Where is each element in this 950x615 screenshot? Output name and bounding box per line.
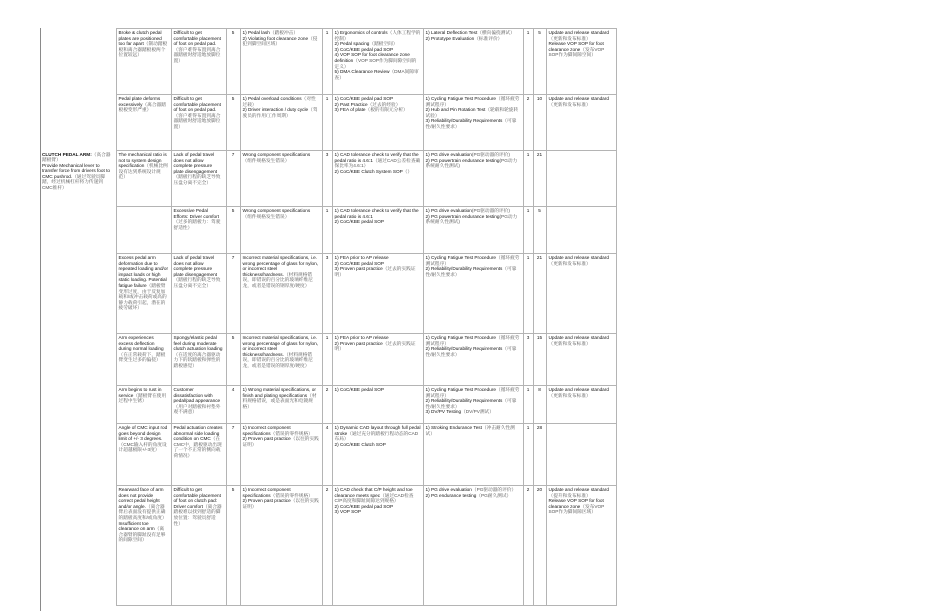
failure-cause-cell xyxy=(240,151,322,207)
cell-line: （材料规格错误，或是表面光和电镀规格） xyxy=(242,392,317,409)
cell-line: 3) DV/PV Testing xyxy=(425,409,462,415)
cell-line: Arm experiences excess deflection during normal loading xyxy=(118,335,164,352)
item-function-cell xyxy=(40,386,116,424)
rpn-cell: 21 xyxy=(533,151,546,207)
cell-line: （用户对踏板和衬垫外观不满意） xyxy=(173,403,221,415)
cell-line: （踏板行程的缺乏导致压盘分离不完全） xyxy=(173,174,221,185)
failure-mode-cell xyxy=(116,386,171,424)
failure-effect-cell xyxy=(171,386,226,424)
cell-line: Difficult to get comfortable placement of foot on pedal pad. xyxy=(173,30,221,47)
detection-control-cell xyxy=(423,254,523,334)
item-function-cell xyxy=(40,424,116,486)
cell-line: 2) CoC/KBE pedal SOP xyxy=(334,260,385,266)
cell-line: 1) CoC/KBE pedal SOP xyxy=(334,387,385,392)
cell-line: Incorrect material specifications, i.e. wrong percentage of glass for nylon, or incorrect steel thickness/hardness. xyxy=(242,335,319,357)
recommended-action-cell xyxy=(546,424,616,486)
cell-line: （驾驶员的作用/工作周期） xyxy=(242,107,318,118)
cell-line: （组件规格发生错误） xyxy=(242,157,290,163)
cell-line: （可靠性/耐久性要求） xyxy=(425,118,517,129)
cell-line: （过去的经验） xyxy=(367,101,401,107)
cell-line: 3) VOP SOP xyxy=(334,509,361,515)
failure-mode-cell xyxy=(116,486,171,606)
cell-line: Excessive Pedal Efforts: Driver comfort xyxy=(173,208,219,219)
recommended-action-cell xyxy=(546,29,616,95)
cell-line: 1) Ergonomics of controls xyxy=(334,30,388,35)
cell-line: (PG动力系统耐久性测试) xyxy=(425,157,518,169)
cell-line: Customer dissatisfaction with pedal/pad appearance xyxy=(173,387,221,404)
cell-line: 1) Cycling Fatigue Test Procedure xyxy=(425,255,497,260)
cell-line: （更新和发布标准） xyxy=(548,101,591,107)
cell-line: （更新和发布标准） xyxy=(548,260,591,266)
cell-line: 2) CoC/KBE pedal pad SOP xyxy=(334,503,394,509)
fmea-row xyxy=(40,386,616,424)
severity-cell: 5 xyxy=(226,207,240,254)
cell-line: （踏板臂变形过度，由于反复加载和/或冲击载荷或高的静力载荷引起，潜在的疲劳破坏） xyxy=(118,282,167,311)
rpn-cell: 8 xyxy=(533,386,546,424)
recommended-action-cell xyxy=(546,386,616,424)
cell-line: （可靠性/耐久性要求） xyxy=(425,346,517,357)
cell-line: （离合器踏板板变形严重） xyxy=(118,101,166,113)
occurrence-cell: 3 xyxy=(322,254,332,334)
severity-cell: 7 xyxy=(226,424,240,486)
failure-cause-cell xyxy=(240,486,322,606)
cell-line: 4) VOP SOP for foot clearance zone definition xyxy=(334,52,410,63)
cell-line: Wrong component specifications xyxy=(242,152,311,157)
cell-line: （循环疲劳测试程序） xyxy=(425,255,520,266)
item-function-cell xyxy=(40,334,116,386)
cell-line: 3) Reliability/Durability Requirements xyxy=(425,118,503,124)
cell-line: （在适度的离合器驱动力下的软踏板和弹性的踏板感觉） xyxy=(173,351,221,368)
cell-line: 2) Reliability/Durability Requirements xyxy=(425,346,503,352)
cell-line: （离合器踏板难以找到舒适的脚放位置：驾驶员舒适性） xyxy=(173,503,222,526)
detection-cell: 1 xyxy=(523,424,533,486)
detection-cell: 3 xyxy=(523,334,533,386)
cell-line: （踏板臂在使用过程中生锈） xyxy=(118,392,167,404)
fmea-row xyxy=(40,29,616,95)
cell-line: 1) Lateral Deflection Test xyxy=(425,30,478,35)
failure-mode-cell xyxy=(116,151,171,207)
cell-line: （错误的零件规格） xyxy=(270,492,313,498)
cell-line: （板的有限元分析） xyxy=(365,107,408,113)
prevention-control-cell xyxy=(332,207,423,254)
cell-line: 2) Violating foot clearance zone xyxy=(242,35,309,41)
failure-cause-cell xyxy=(240,386,322,424)
cell-line: Update and release standard xyxy=(548,255,609,260)
failure-mode-cell xyxy=(116,95,171,151)
cell-line: Pedal plate deforms excessively xyxy=(118,96,161,107)
failure-effect-cell xyxy=(171,29,226,95)
detection-control-cell xyxy=(423,151,523,207)
prevention-control-cell xyxy=(332,424,423,486)
cell-line: Difficult to get comfortable placement of foot on clutch pad: Driver comfort xyxy=(173,487,221,509)
item-function-cell xyxy=(40,95,116,151)
item-function-cell xyxy=(40,254,116,334)
cell-line: （DV/PV测试） xyxy=(461,409,494,415)
cell-line: 1) Pedal overload conditions xyxy=(242,96,302,101)
cell-line: 2) Driver interaction / duty cycle xyxy=(242,107,309,113)
fmea-row xyxy=(40,151,616,207)
severity-cell: 7 xyxy=(226,151,240,207)
cell-line: （可靠性/耐久性要求） xyxy=(425,266,517,277)
cell-line: （踏板行程的缺乏导致压盘分离不完全） xyxy=(173,277,221,288)
occurrence-cell: 2 xyxy=(322,486,332,606)
cell-line: （VOP SOP作为脚间隙空间的定义） xyxy=(334,57,417,69)
cell-line: Broke & clutch pedal plates are positioned too far apart xyxy=(118,30,162,47)
item-function-text-zh: （通过驾驶员脚踏，经过机械杠杆将力传递到CMC推杆） xyxy=(42,173,106,191)
recommended-action-cell xyxy=(546,334,616,386)
detection-cell: 1 xyxy=(523,151,533,207)
item-function-cell: CLUTCH PEDAL ARM:（高合器踏板臂） Provide Mechanical lever to transfer force from drivers foot to CMC pushrod.（通过驾驶员脚踏，经过机械杠杆将力传递到CMC推杆） xyxy=(40,151,116,207)
cell-line: 2) Prototype Evaluation xyxy=(425,35,475,41)
cell-line: （循环疲劳测试程序） xyxy=(425,387,520,398)
cell-line: 2) CoC/KBE pedal SOP xyxy=(334,219,385,225)
cell-line: 5) DMA Clearance Review xyxy=(334,69,390,75)
rpn-cell: 21 xyxy=(533,254,546,334)
cell-line: 2) CoC/KBE Clutch SOP xyxy=(334,441,386,447)
rpn-cell: 5 xyxy=(533,207,546,254)
cell-line: （通过CAD检查C/P高度和脚趾间隙达到规格） xyxy=(334,492,414,504)
fmea-row xyxy=(40,95,616,151)
cell-line: （更新和发布标准） xyxy=(548,392,591,398)
detection-cell: 2 xyxy=(523,95,533,151)
recommended-action-cell xyxy=(546,95,616,151)
cell-line: 2) PG endurance testing xyxy=(425,492,477,498)
cell-line: （PG耐久测试） xyxy=(476,492,512,498)
detection-cell: 1 xyxy=(523,207,533,254)
failure-effect-cell xyxy=(171,334,226,386)
failure-mode-cell xyxy=(116,254,171,334)
item-function-cell xyxy=(40,29,116,95)
cell-line: （通过CAD公差检查确保比率为4.6:1） xyxy=(334,157,421,169)
cell-line: 3) CoC/KBE pedal pad SOP xyxy=(334,46,394,52)
detection-control-cell xyxy=(423,95,523,151)
failure-effect-cell xyxy=(171,151,226,207)
cell-line: （以往的实践证明） xyxy=(242,498,319,509)
item-function-cell xyxy=(40,207,116,254)
rpn-cell: 28 xyxy=(533,424,546,486)
item-label: CLUTCH PEDAL ARM xyxy=(42,151,91,157)
cell-line: （循环疲劳测试程序） xyxy=(425,96,520,107)
cell-line: （发布VOP SOP作为脚间隙区域） xyxy=(548,503,605,515)
cell-line: Update and release standard xyxy=(548,96,609,101)
rpn-cell: 15 xyxy=(533,334,546,386)
cell-line: （在CMC中，踏板驱动出现了一个不正常的侧向载荷情况） xyxy=(173,436,222,458)
cell-line: 2) PG powertrain endurance testing xyxy=(425,213,500,219)
cell-line: 2) PG powertrain endurance testing xyxy=(425,157,500,163)
rpn-cell: 20 xyxy=(533,486,546,606)
cell-line: Excess pedal arm deformation due to repeated loading and/or impact loads or high static loading. Potential fatigue failure xyxy=(118,255,169,288)
detection-control-cell xyxy=(423,386,523,424)
failure-cause-cell xyxy=(240,254,322,334)
severity-cell: 5 xyxy=(226,334,240,386)
cell-line: （机械比例设有达到系统设计规范） xyxy=(118,163,168,180)
cell-line: 1) Wrong material specifications, or finish and plating specifications xyxy=(242,387,316,398)
cell-line: （PG驱动器的评价） xyxy=(471,487,517,492)
cell-line: Release VOP SOP for foot clearance zone xyxy=(548,41,604,52)
cell-line: （过多的踏板力：驾驶舒适性） xyxy=(173,219,221,230)
cell-line: Release VOP SOP for foot clearance zone xyxy=(548,498,604,509)
cell-line: （人体工程学的控制） xyxy=(334,30,421,41)
failure-cause-cell xyxy=(240,424,322,486)
cell-line: （横向偏挠测试） xyxy=(477,30,515,35)
failure-effect-cell xyxy=(171,486,226,606)
cell-line: （CMC输入杆的角度设计超越极限+/-3度） xyxy=(118,441,167,453)
cell-line: （提升和发布标准） xyxy=(548,492,591,498)
cell-line: （可靠性/耐久性要求） xyxy=(425,398,517,409)
failure-mode-cell xyxy=(116,424,171,486)
cell-line: 2) Proven past practice xyxy=(242,436,291,442)
cell-line: （制动踏板板和离合器踏板板两个位置较远） xyxy=(118,41,168,58)
severity-cell: 5 xyxy=(226,29,240,95)
cell-line: Incorrect material specifications, i.e. wrong percentage of glass for nylon, or incorrect steel thickness/hardness. xyxy=(242,255,319,277)
cell-line: 1) PG drive evaluation xyxy=(425,208,472,213)
cell-line: Lack of pedal travel does not allow complete pressure plate disengagement xyxy=(173,152,218,174)
prevention-control-cell xyxy=(332,151,423,207)
cell-line: 1) Dynamic CAD layout through full pedal stroke xyxy=(334,425,421,436)
recommended-action-cell xyxy=(546,486,616,606)
failure-effect-cell xyxy=(171,424,226,486)
cell-line: Update and release standard xyxy=(548,387,609,392)
cell-line: 1) Cycling Fatigue Test Procedure xyxy=(425,387,497,392)
cell-line: （以往的实践证明） xyxy=(242,436,319,447)
fmea-table xyxy=(40,28,617,606)
cell-line: (PG驱动器的评价) xyxy=(471,208,510,213)
cell-line: Update and release standard xyxy=(548,30,609,35)
prevention-control-cell xyxy=(332,95,423,151)
cell-line: （错误的零件规格） xyxy=(270,430,313,436)
severity-cell: 5 xyxy=(226,486,240,606)
occurrence-cell: 3 xyxy=(322,151,332,207)
prevention-control-cell xyxy=(332,29,423,95)
detection-control-cell xyxy=(423,424,523,486)
cell-line: Angle of CMC input rod goes beyond design limit of +/- 3 degrees. xyxy=(118,425,168,442)
cell-line: 1) Cycling Fatigue Test Procedure xyxy=(425,335,497,340)
cell-line: 1) PG drive evaluation xyxy=(425,487,472,492)
failure-cause-cell xyxy=(240,334,322,386)
cell-line: 1) CAD check that C/P height and toe clearance meets spec xyxy=(334,487,413,498)
cell-line: 2) Proven past practice xyxy=(242,498,291,504)
cell-line: （踏板空间） xyxy=(369,41,398,47)
cell-line: （对性过载） xyxy=(242,96,316,107)
cell-line: 1) CoC/KBE pedal pad SOP xyxy=(334,96,394,101)
cell-line: （客户难得布置到离合器踏板时舒适地放脚位置） xyxy=(173,112,221,129)
cell-line: 2) Hub and Pin Rotation Test xyxy=(425,107,486,113)
occurrence-cell: 1 xyxy=(322,95,332,151)
item-function-cell xyxy=(40,486,116,606)
cell-line: （） xyxy=(402,168,413,174)
recommended-action-cell xyxy=(546,254,616,334)
detection-cell: 1 xyxy=(523,386,533,424)
cell-line: The mechanical ratio is not to system design specification xyxy=(118,152,167,169)
rpn-cell: 5 xyxy=(533,29,546,95)
cell-line: 1) Incorrect component specifications xyxy=(242,487,291,498)
cell-line: （更新和发布标准） xyxy=(548,340,591,346)
failure-cause-cell xyxy=(240,207,322,254)
fmea-row xyxy=(40,254,616,334)
cell-line: 2) Reliability/Durability Requirements xyxy=(425,398,503,404)
cell-line: （离合器臂的脚趾没有足够的间隙空间） xyxy=(118,526,166,543)
failure-cause-cell xyxy=(240,29,322,95)
fmea-row xyxy=(40,424,616,486)
cell-line: (PG驱动器的评价) xyxy=(471,152,510,157)
cell-line: Lack of pedal travel does not allow complete pressure plate disengagement xyxy=(173,255,218,277)
severity-cell: 5 xyxy=(226,95,240,151)
occurrence-cell: 2 xyxy=(322,386,332,424)
cell-line: 1) Cycling Fatigue Test Procedure xyxy=(425,96,497,101)
failure-effect-cell xyxy=(171,207,226,254)
cell-line: （过去的实践证明） xyxy=(334,340,416,352)
severity-cell: 7 xyxy=(226,254,240,334)
prevention-control-cell xyxy=(332,334,423,386)
failure-effect-cell xyxy=(171,95,226,151)
cell-line: 1) CAD tolerance check to verify that the pedal ratio is 4.6:1 xyxy=(334,208,419,219)
cell-line: 1) FEA prior to AP release xyxy=(334,255,389,260)
cell-line: （踏板冲击） xyxy=(269,30,299,35)
cell-line: （循环疲劳测试程序） xyxy=(425,335,520,346)
detection-cell: 1 xyxy=(523,254,533,334)
cell-line: （客户难得布置到离合器踏板时舒适地放脚位置） xyxy=(173,46,221,63)
failure-mode-cell xyxy=(116,29,171,95)
cell-line: （发布VOP SOP作为脚间隙空间） xyxy=(548,46,605,58)
prevention-control-cell xyxy=(332,386,423,424)
detection-cell: 1 xyxy=(523,29,533,95)
failure-mode-cell xyxy=(116,207,171,254)
detection-control-cell xyxy=(423,29,523,95)
cell-line: 2) Pedal spacing xyxy=(334,41,370,47)
detection-control-cell xyxy=(423,486,523,606)
occurrence-cell: 4 xyxy=(322,424,332,486)
failure-effect-cell xyxy=(171,254,226,334)
cell-line: (PG动力系统耐久性测试) xyxy=(425,213,518,225)
detection-control-cell xyxy=(423,334,523,386)
prevention-control-cell xyxy=(332,486,423,606)
cell-line: Wrong component specifications xyxy=(242,208,311,213)
cell-line: （标准评价） xyxy=(474,35,503,41)
cell-line: （离合器臂后表面没有提供正确的踏板高度和/或角度） xyxy=(118,503,167,520)
severity-cell: 4 xyxy=(226,386,240,424)
cell-line: 1) Pedal lash xyxy=(242,30,270,35)
rpn-cell: 10 xyxy=(533,95,546,151)
cell-line: （在正常载荷下，踏板臂变生过多的偏挠） xyxy=(118,351,166,363)
cell-line: Difficult to get comfortable placement of foot on pedal pad. xyxy=(173,96,221,113)
cell-line: 2) CoC/KBE Clutch System SOP xyxy=(334,168,403,174)
cell-line: 1) FEA prior to AP release xyxy=(334,335,389,340)
cell-line: Spongy/elastic pedal feel during moderate clutch actuation loading xyxy=(173,335,223,352)
occurrence-cell: 1 xyxy=(322,29,332,95)
recommended-action-cell xyxy=(546,151,616,207)
cell-line: 2) Proven past practice xyxy=(334,340,383,346)
fmea-row xyxy=(40,486,616,606)
cell-line: （通过充分的踏板行程动态的CAD布局） xyxy=(334,430,419,442)
cell-line: Insufficient toe clearance on arm xyxy=(118,520,155,532)
fmea-row xyxy=(40,207,616,254)
recommended-action-cell xyxy=(546,207,616,254)
cell-line: Pedal actuation creates abnormal side loading condition on CMC xyxy=(173,425,223,442)
fmea-row xyxy=(40,334,616,386)
occurrence-cell: 1 xyxy=(322,207,332,254)
cell-line: 2) Past Practice xyxy=(334,101,368,107)
cell-line: 3) Proven past practice xyxy=(334,266,383,272)
cell-line: （组件规格发生错误） xyxy=(242,213,290,219)
prevention-control-cell xyxy=(332,254,423,334)
cell-line: 1) CAD tolerance check to verify that the pedal ratio is 4.6:1 xyxy=(334,152,419,163)
cell-line: Rearward face of arm does not provide correct pedal height and/or angle. xyxy=(118,487,164,509)
cell-line: 1) PG drive evaluation xyxy=(425,152,472,157)
cell-line: （更新和发布标准） xyxy=(548,35,591,41)
cell-line: （侵犯到脚空间区域） xyxy=(242,35,318,47)
cell-line: （冲击耐久性测试） xyxy=(425,425,515,436)
cell-line: Update and release standard xyxy=(548,487,609,492)
cell-line: （过去的实践证明） xyxy=(334,266,416,277)
cell-line: （轮毂和轮旋转试验） xyxy=(425,107,519,118)
cell-line: Update and release standard xyxy=(548,335,609,340)
item-label-zh: （高合器踏板臂） xyxy=(42,151,111,163)
cell-line: （材料规格错误，即错误的百分比的玻璃纤维尼龙，或者是错误的钢厚度/硬度） xyxy=(242,351,313,368)
cell-line: （材料规格错误，即错误的百分比的玻璃纤维尼龙，或者是错误的钢厚度/硬度） xyxy=(242,271,313,288)
cell-line: （DMA间隙审查） xyxy=(334,69,419,80)
cell-line: 3) FEA of plate xyxy=(334,107,366,113)
cell-line: Arm begins to rust in service xyxy=(118,387,162,398)
cell-line: 2) Reliability/Durability Requirements xyxy=(425,266,503,272)
detection-control-cell xyxy=(423,207,523,254)
cell-line: 1) Incorrect component specifications xyxy=(242,425,291,436)
failure-mode-cell xyxy=(116,334,171,386)
item-function-text: Provide Mechanical lever to transfer force from drivers foot to CMC pushrod. xyxy=(42,162,110,179)
detection-cell: 2 xyxy=(523,486,533,606)
cell-line: 1) Stroking Endurance Test xyxy=(425,425,482,430)
occurrence-cell: 1 xyxy=(322,334,332,386)
failure-cause-cell xyxy=(240,95,322,151)
